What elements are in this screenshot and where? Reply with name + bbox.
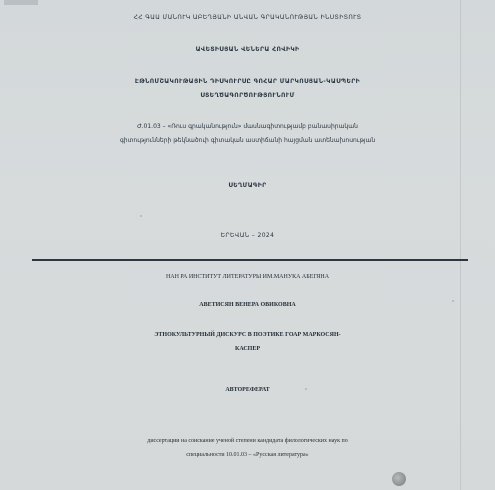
institute-name-armenian: ՀՀ ԳԱԱ ՄԱՆՈՒԿ ԱԲԵՂՅԱՆԻ ԱՆՎԱՆ ԳՐԱԿԱՆՈՒԹՅԱՆ ԻՆՍՏԻՏՈՒՏ (133, 14, 362, 21)
thesis-title-armenian-line-2: ՍՏԵՂԾԱԳՈՐԾՈՒԹՅՈՒՆՈՒՄ (200, 92, 295, 99)
staple-mark (392, 472, 406, 486)
paper-fold-line (460, 0, 461, 490)
section-divider (32, 259, 468, 261)
thesis-title-armenian-line-1: ԷԹՆՈՄՇԱԿՈՒԹԱՅԻՆ ԴԻՍԿՈՒՐՍԸ ԳՈՀԱՐ ՄԱՐԿՈՍՅԱՆ-ԿԱՍՊԵՐԻ (134, 78, 361, 85)
paper-speck (452, 300, 454, 302)
author-name-armenian: ԱՎԵՏԻՍՅԱՆ ՎԵՆԵՐԱ ՀՈՎԻԿԻ (195, 46, 300, 53)
abstract-label-armenian: ՍԵՂՄԱԳԻՐ (228, 182, 267, 189)
city-year-armenian: ԵՐԵՎԱՆ – 2024 (220, 232, 275, 239)
paper-speck (305, 388, 307, 390)
dissertation-description-armenian-line-1: Ժ.01.03 – «Ռուս գրականություն» մասնագիտությամբ բանասիրական (137, 123, 358, 130)
author-name-russian: АВЕТИСЯН ВЕНЕРА ОВИКОВНА (199, 302, 296, 308)
paper-speck (140, 215, 142, 217)
thesis-title-russian-line-2: КАСПЕР (234, 346, 261, 352)
scan-edge-mark (4, 0, 38, 5)
institute-name-russian: НАН РА ИНСТИТУТ ЛИТЕРАТУРЫ ИМ.МАНУКА АБЕГЯНА (165, 274, 330, 280)
dissertation-description-russian-line-2: специальности 10.01.03 – «Русская литература» (186, 452, 309, 458)
abstract-label-russian: АВТОРЕФЕРАТ (225, 387, 270, 393)
dissertation-description-armenian-line-2: գիտությունների թեկնածուի գիտական աստիճանի հայցման ատենախոսության (119, 137, 376, 144)
thesis-title-russian-line-1: ЭТНОКУЛЬТУРНЫЙ ДИСКУРС В ПОЭТИКЕ ГОАР МАРКОСЯН- (154, 332, 341, 338)
dissertation-description-russian-line-1: диссертации на соискание ученой степени кандидата филологических наук по (147, 438, 348, 444)
